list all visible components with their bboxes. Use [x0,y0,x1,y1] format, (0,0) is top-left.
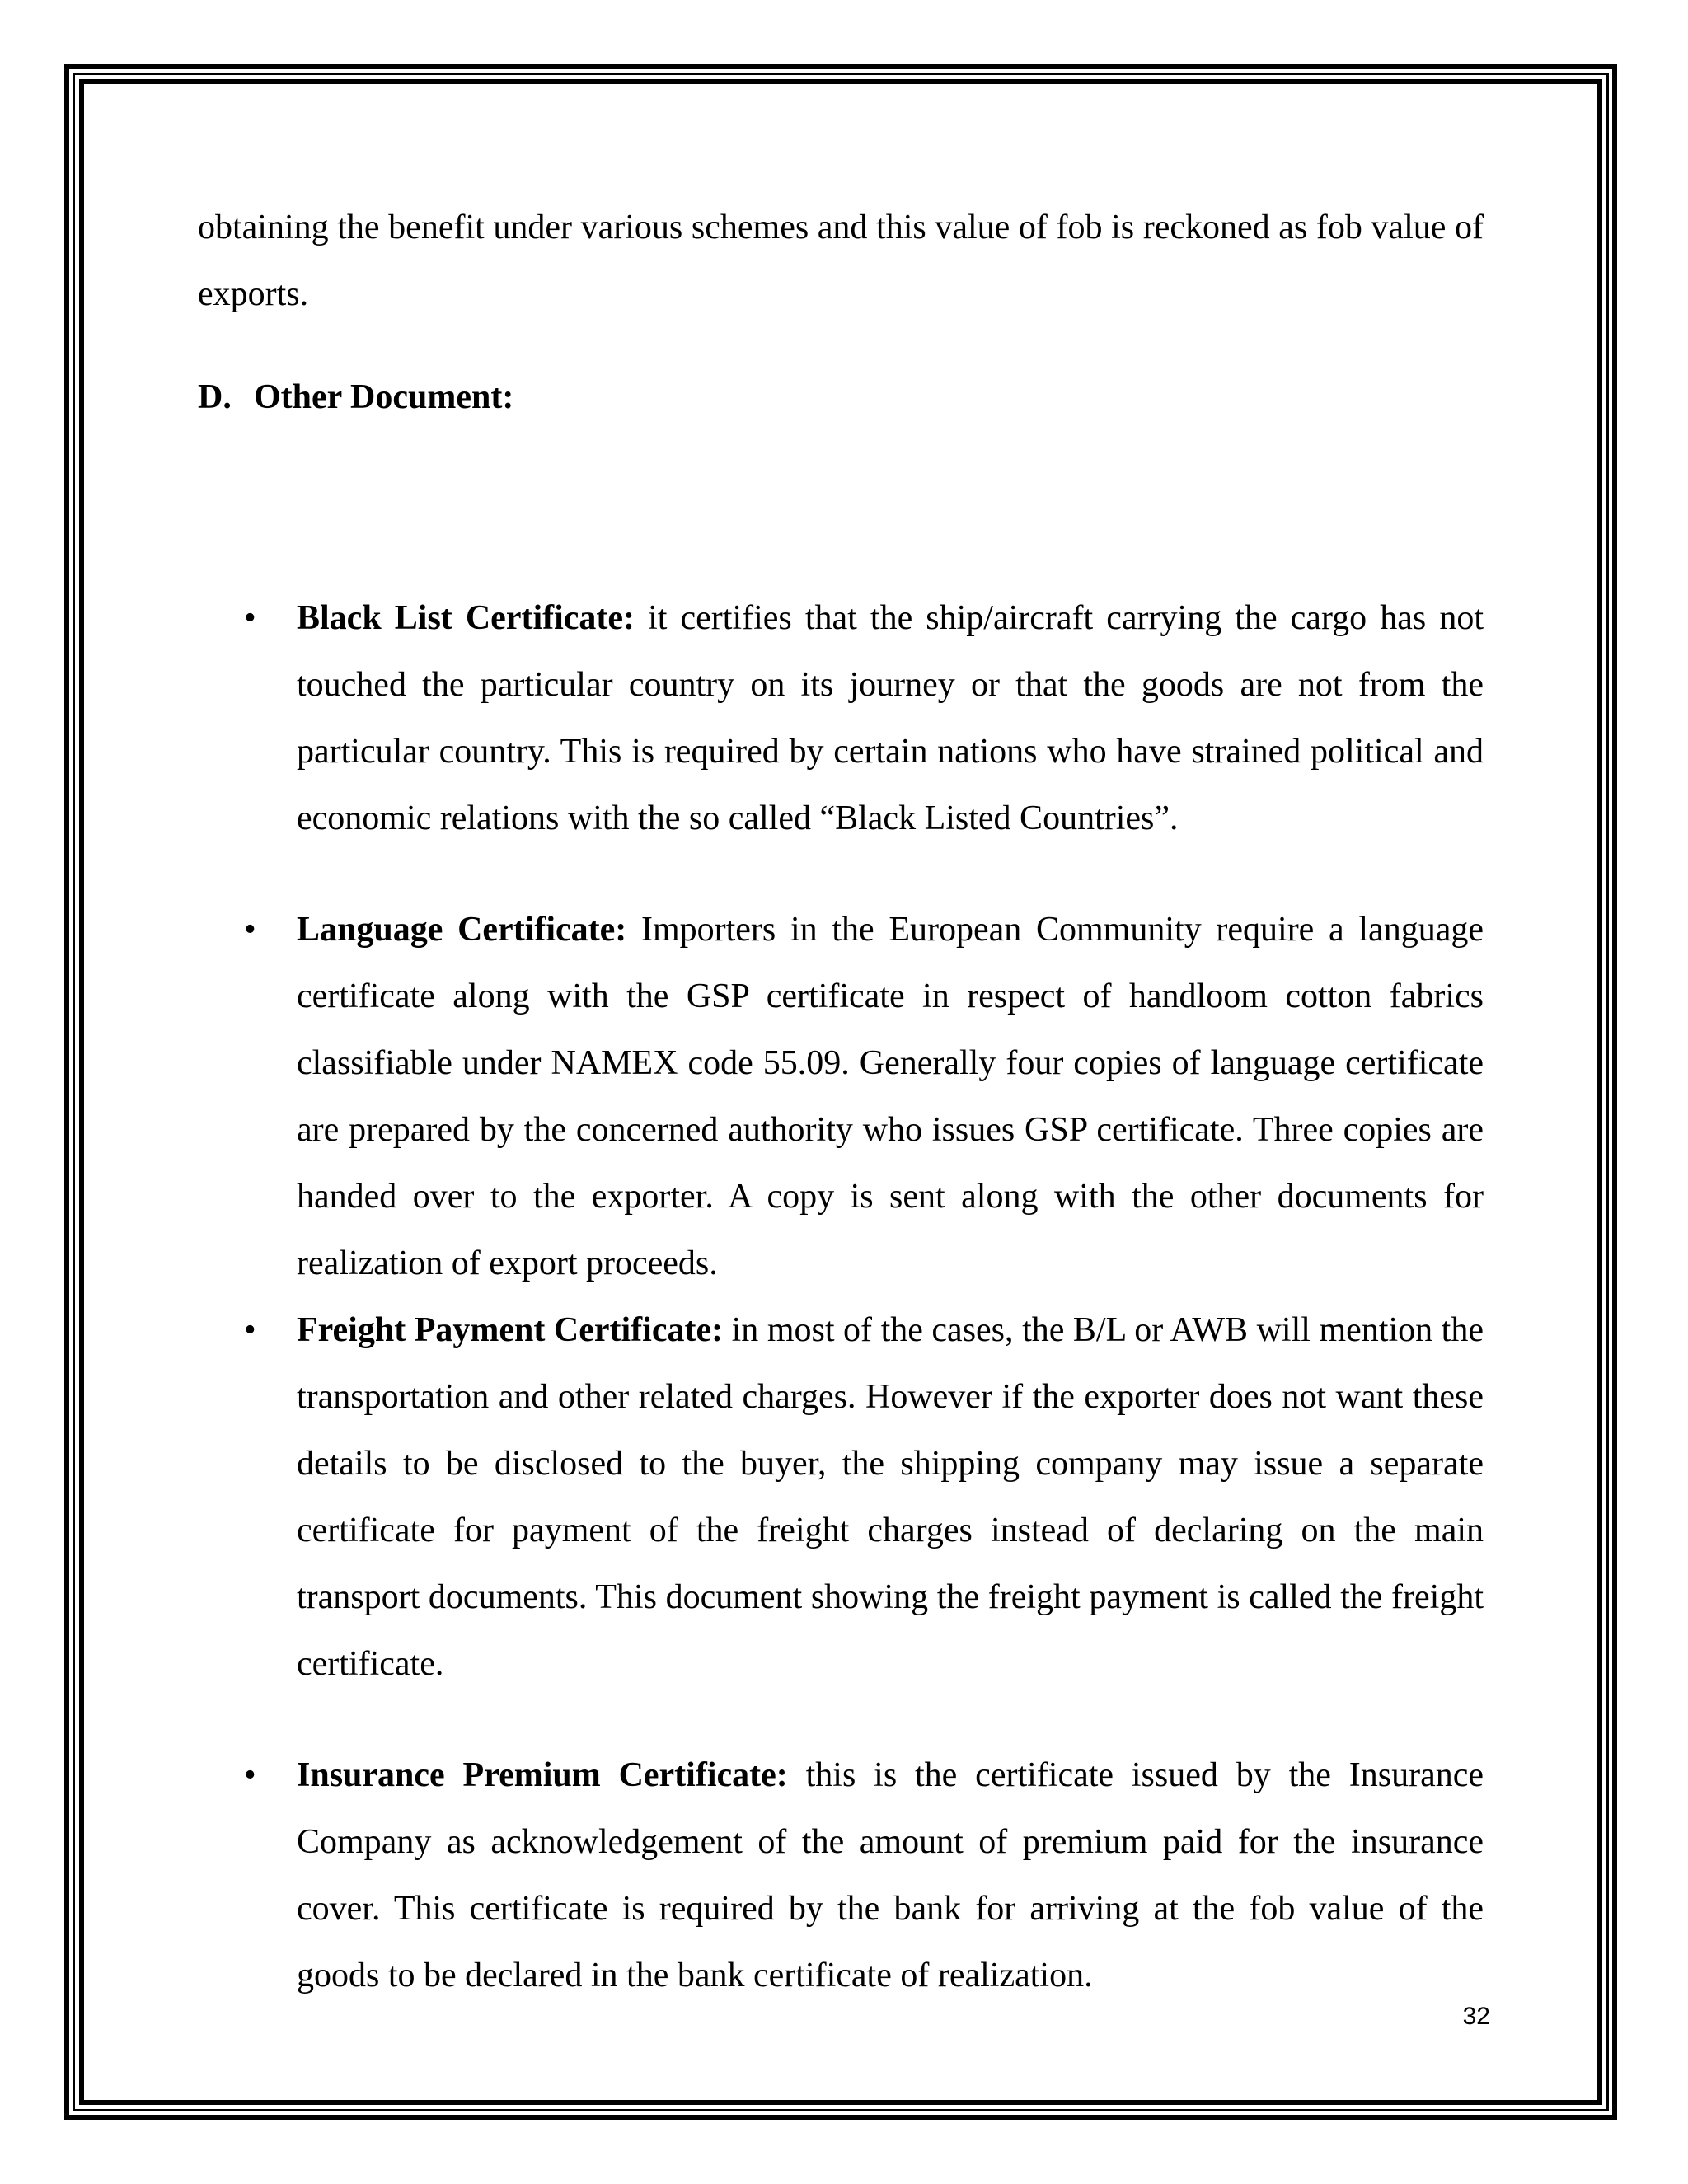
bullet-icon: • [244,1756,256,1794]
list-item-freight-payment [198,1297,1484,1698]
list-item-text [297,585,1484,852]
list-item-description: Importers in the European Community require a language certificate along with the GSP certificate in respect of handloom cotton fabrics classifiable under NAMEX code 55.09. Generally four copies of language certificate are prepared by the concerned authority who issues GSP certificate. Three copies are handed over to the exporter. A copy is sent along with the other documents for realization of export proceeds. [297,911,1484,1282]
section-heading [198,364,513,431]
list-item-term: Freight Payment Certificate: [297,1311,724,1349]
list-item-language [198,897,1484,1297]
list-item-text [297,1742,1484,2009]
list-item-insurance-premium [198,1742,1484,2009]
list-item-text [297,1297,1484,1698]
intro-paragraph: obtaining the benefit under various schemes and this value of fob is reckoned as fob value of exports. [198,209,1484,313]
list-item-term: Insurance Premium Certificate: [297,1756,788,1794]
bullet-icon: • [244,911,256,949]
list-item-black-list [198,585,1484,852]
bullet-icon: • [244,599,256,637]
bullet-icon: • [244,1311,256,1349]
page-number: 32 [1462,2003,1490,2030]
list-item-term: Language Certificate: [297,911,627,949]
section-title: Other Document: [254,378,514,416]
list-item-description: in most of the cases, the B/L or AWB will mention the transportation and other related charges. However if the exporter does not want these details to be disclosed to the buyer, the shipping company may issue a separate certificate for payment of the freight charges instead of declaring on the main transport documents. This document showing the freight payment is called the freight certificate. [297,1311,1484,1683]
page-content [198,194,1484,1994]
list-item-text [297,897,1484,1297]
list-item-description: this is the certificate issued by the Insurance Company as acknowledgement of the amount of premium paid for the insurance cover. This certificate is required by the bank for arriving at the fob value of the goods to be declared in the bank certificate of realization. [297,1756,1484,1994]
list-item-term: Black List Certificate: [297,599,635,637]
section-letter: D. [198,378,232,416]
list-item-description: it certifies that the ship/aircraft carrying the cargo has not touched the particular country on its journey or that the goods are not from the particular country. This is required by certain nations who have strained political and economic relations with the so called “Black Listed Countries”. [297,599,1484,837]
